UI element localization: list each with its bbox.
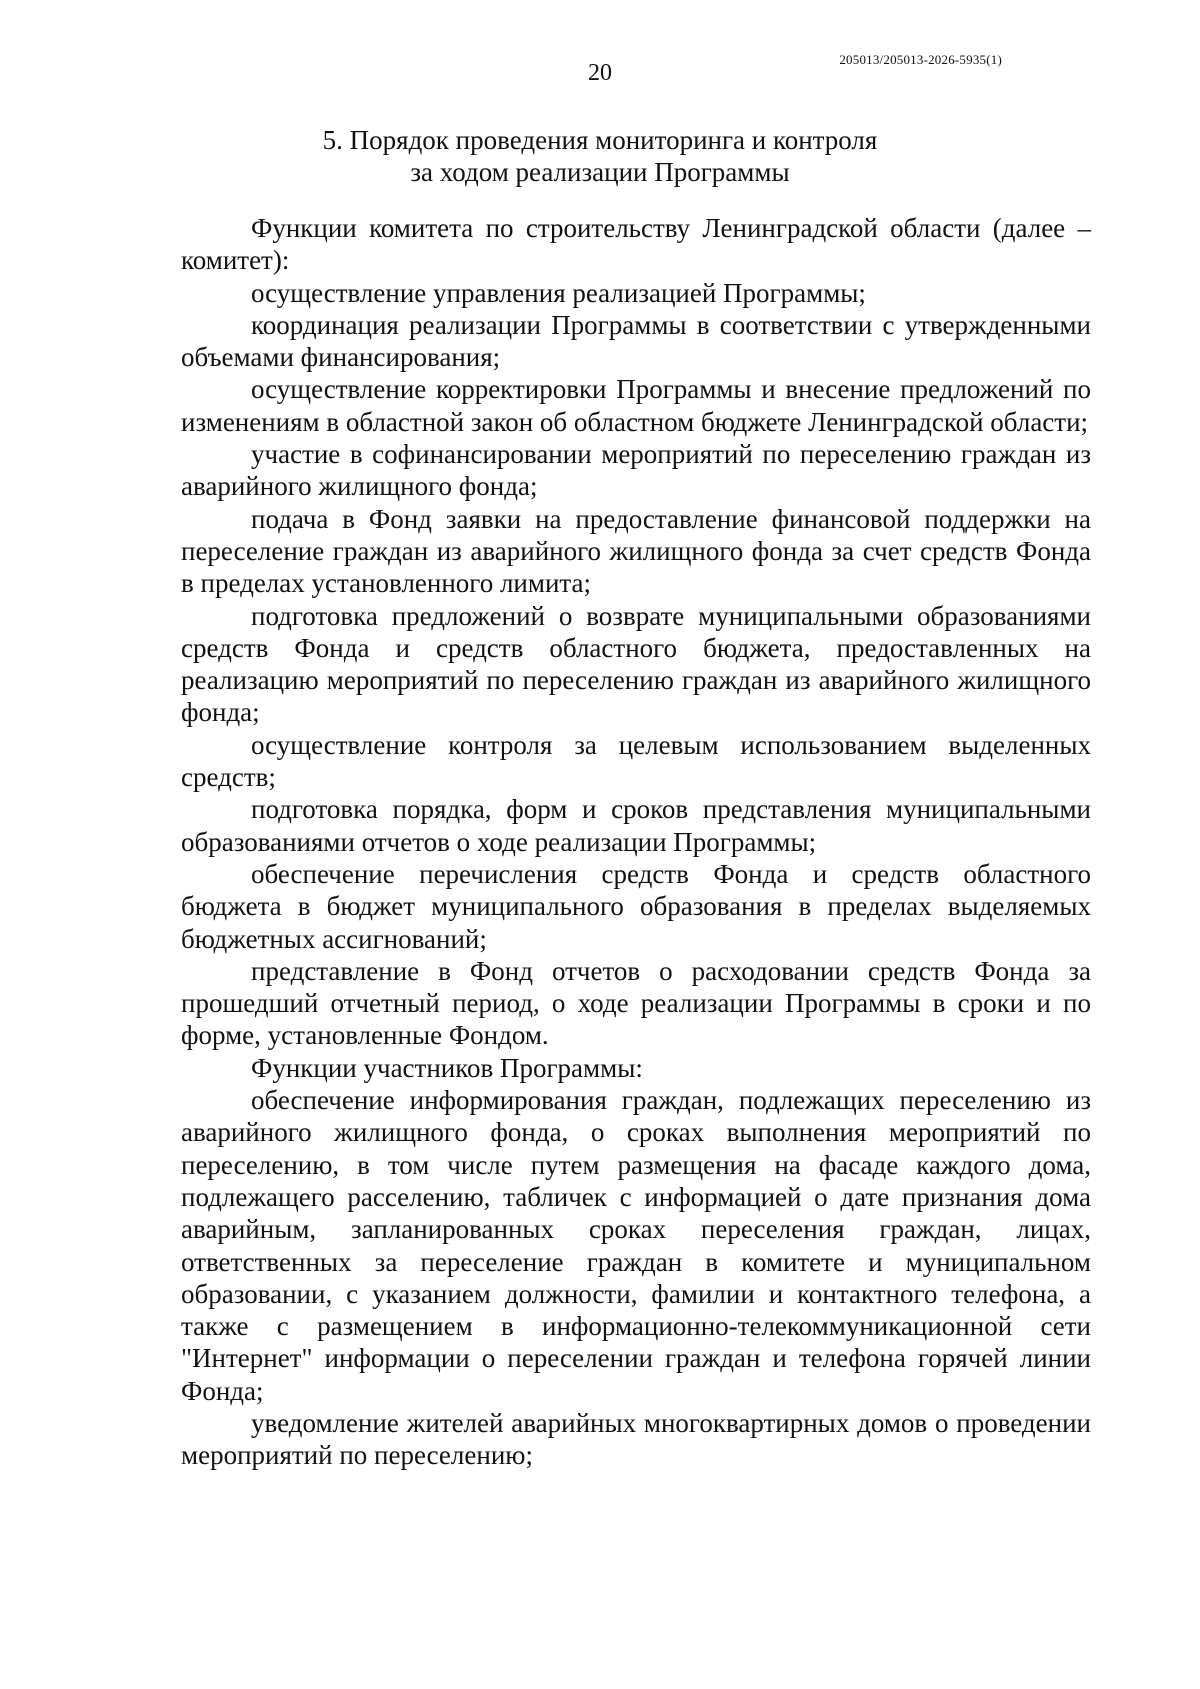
- document-body: [181, 212, 1091, 1472]
- paragraph-program-adjustment: осуществление корректировки Программы и внесение предложений по изменениям в областной закон об областном бюджете Ленинградской области;: [181, 374, 1091, 437]
- paragraph-committee-functions: Функции комитета по строительству Ленинградской области (далее – комитет):: [181, 213, 1091, 276]
- paragraph-resident-notification: уведомление жителей аварийных многоквартирных домов о проведении мероприятий по переселению;: [181, 1407, 1091, 1471]
- page-number: 20: [588, 60, 612, 86]
- paragraph-program-management: осуществление управления реализацией Программы;: [251, 277, 866, 308]
- paragraph-fund-reports: представление в Фонд отчетов о расходовании средств Фонда за прошедший отчетный период, о ходе реализации Программы в сроки и по форме, установленные Фондом.: [181, 955, 1091, 1051]
- paragraph-fund-application: подача в Фонд заявки на предоставление финансовой поддержки на переселение граждан из аварийного жилищного фонда за счет средств Фонда в пределах установленного лимита;: [181, 503, 1091, 599]
- paragraph-citizen-information: обеспечение информирования граждан, подлежащих переселению из аварийного жилищного фонда, о сроках выполнения мероприятий по переселению, в том числе путем размещения на фасаде каждого дома, подлежащего расселению, табличек с информацией о дате признания дома аварийным, запланированных сроках переселения граждан, лицах, ответственных за переселение граждан в комитете и муниципальном образовании, с указанием должности, фамилии и контактного телефона, а также с размещением в информационно-телекоммуникационной сети "Интернет" информации о переселении граждан и телефона горячей линии Фонда;: [181, 1085, 1091, 1406]
- section-title-line-1: 5. Порядок проведения мониторинга и контроля: [322, 125, 878, 155]
- document-id: 205013/205013-2026-5935(1): [839, 52, 1002, 67]
- paragraph-funds-transfer: обеспечение перечисления средств Фонда и средств областного бюджета в бюджет муниципального образования в пределах выделяемых бюджетных ассигнований;: [181, 858, 1091, 954]
- section-title: [0, 124, 1200, 188]
- paragraph-funds-control: осуществление контроля за целевым использованием выделенных средств;: [181, 729, 1091, 793]
- paragraph-coordination: координация реализации Программы в соответствии с утвержденными объемами финансирования;: [181, 309, 1091, 373]
- section-title-line-2: за ходом реализации Программы: [410, 157, 790, 187]
- paragraph-participant-functions: Функции участников Программы:: [251, 1052, 643, 1083]
- paragraph-reporting-procedure: подготовка порядка, форм и сроков представления муниципальными образованиями отчетов о ходе реализации Программы;: [181, 794, 1091, 857]
- paragraph-cofinancing: участие в софинансировании мероприятий по переселению граждан из аварийного жилищного фонда;: [181, 439, 1091, 502]
- paragraph-refund-proposals: подготовка предложений о возврате муниципальными образованиями средств Фонда и средств областного бюджета, предоставленных на реализацию мероприятий по переселению граждан из аварийного жилищного фонда;: [181, 600, 1091, 728]
